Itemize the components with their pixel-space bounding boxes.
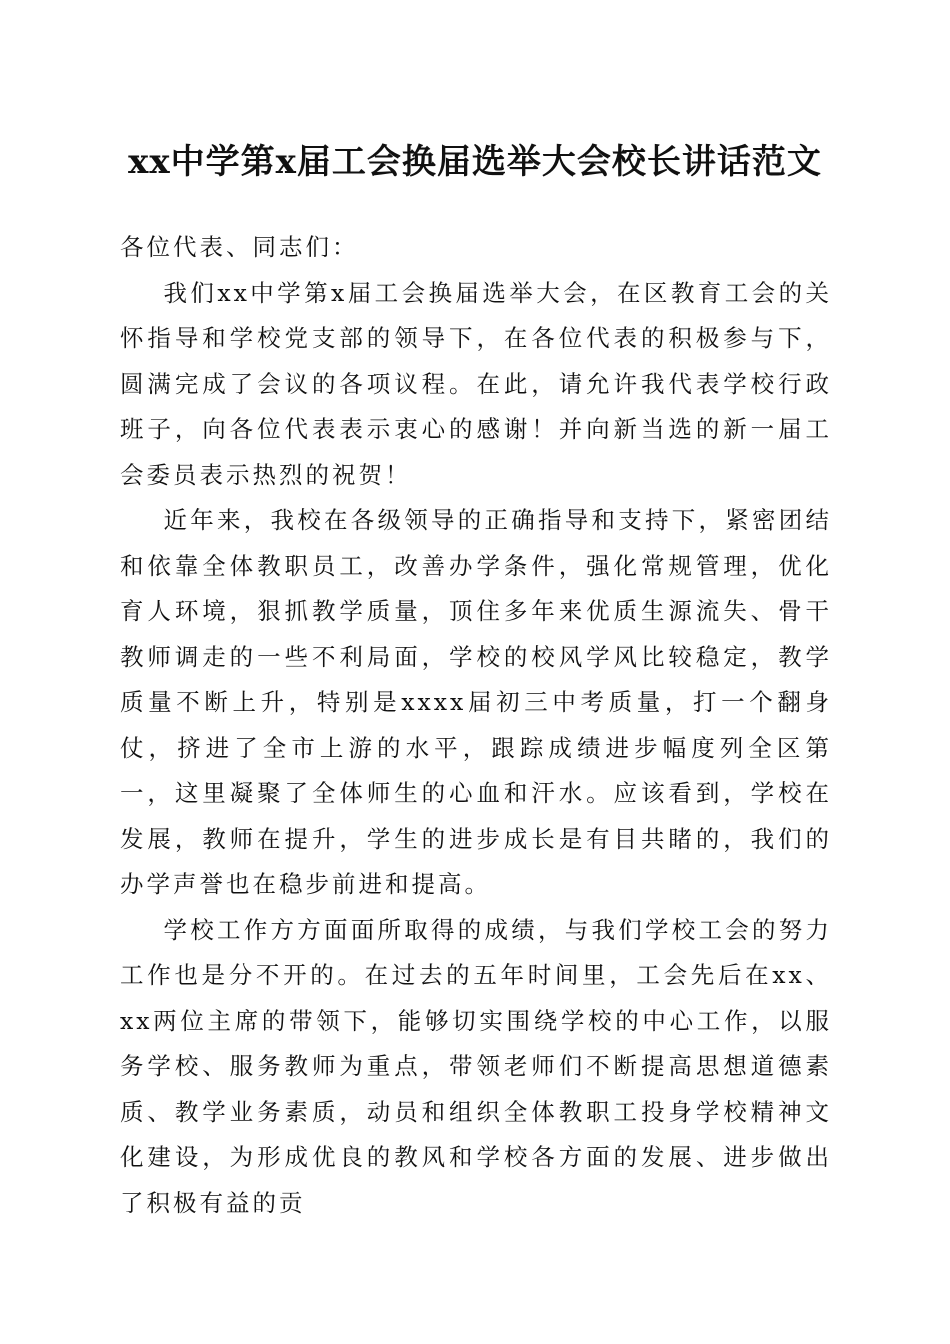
document-title: xx中学第x届工会换届选举大会校长讲话范文 — [128, 142, 822, 182]
paragraph: 我们xx中学第x届工会换届选举大会，在区教育工会的关怀指导和学校党支部的领导下，在各位代表的积极参与下，圆满完成了会议的各项议程。在此，请允许我代表学校行政班子，向各位代表表示衷心的感谢！并向新当选的新一届工会委员表示热烈的祝贺！ — [120, 278, 832, 489]
document-body — [120, 225, 832, 1226]
paragraph: 学校工作方方面面所取得的成绩，与我们学校工会的努力工作也是分不开的。在过去的五年时间里，工会先后在xx、xx两位主席的带领下，能够切实围绕学校的中心工作，以服务学校、服务教师为重点，带领老师们不断提高思想道德素质、教学业务素质，动员和组织全体教职工投身学校精神文化建设，为形成优良的教风和学校各方面的发展、进步做出了积极有益的贡 — [120, 915, 832, 1217]
paragraph: 近年来，我校在各级领导的正确指导和支持下，紧密团结和依靠全体教职员工，改善办学条件，强化常规管理，优化育人环境，狠抓教学质量，顶住多年来优质生源流失、骨干教师调走的一些不利局面，学校的校风学风比较稳定，教学质量不断上升，特别是xxxx届初三中考质量，打一个翻身仗，挤进了全市上游的水平，跟踪成绩进步幅度列全区第一，这里凝聚了全体师生的心血和汗水。应该看到，学校在发展，教师在提升，学生的进步成长是有目共睹的，我们的办学声誉也在稳步前进和提高。 — [120, 506, 832, 898]
salutation: 各位代表、同志们： — [120, 233, 359, 261]
